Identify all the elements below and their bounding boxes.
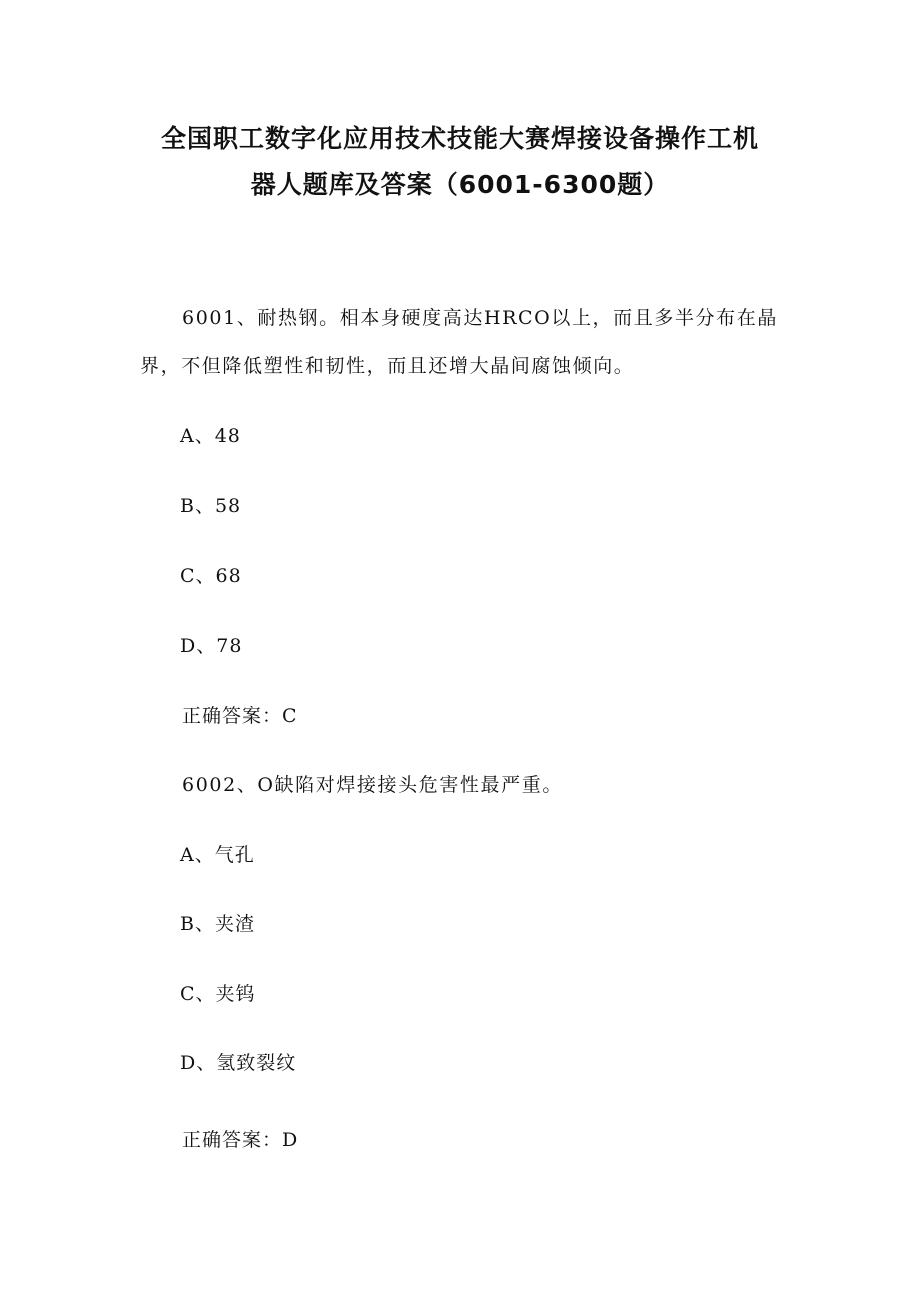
question-6001-stem-line-2: 界，不但降低塑性和韧性，而且还增大晶间腐蚀倾向。 [140,355,635,377]
question-6001-option-a: A、48 [180,425,241,447]
question-6001-option-d: D、78 [180,635,243,657]
question-6001-option-b: B、58 [180,495,242,517]
question-6002-option-a: A、气孔 [180,844,255,866]
question-6002-option-c: C、夹钨 [180,983,256,1005]
question-6002-option-b: B、夹渣 [180,913,255,935]
document-title-line-1: 全国职工数字化应用技术技能大赛焊接设备操作工机 [160,124,759,153]
question-6001-answer: 正确答案：C [182,705,298,727]
question-6001-stem-line-1: 6001、耐热钢。相本身硬度高达HRCO以上，而且多半分布在晶 [182,307,778,329]
question-6002-answer: 正确答案：D [182,1129,299,1151]
question-6002-stem-line-1: 6002、O缺陷对焊接接头危害性最严重。 [182,774,563,796]
question-6002-option-d: D、氢致裂纹 [180,1052,297,1074]
question-6001-option-c: C、68 [180,565,242,587]
document-title-line-2: 器人题库及答案（6001-6300题） [250,170,670,199]
